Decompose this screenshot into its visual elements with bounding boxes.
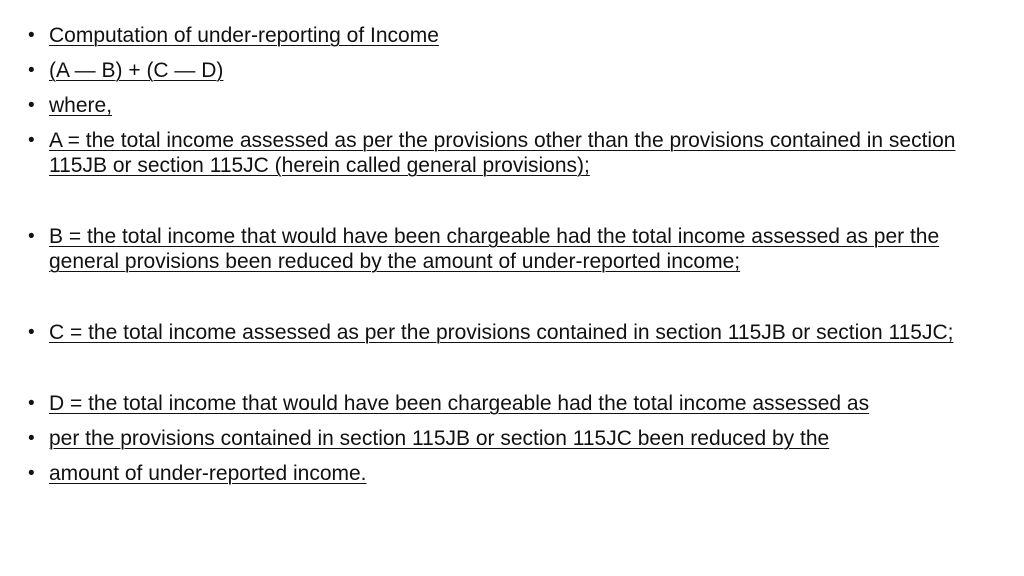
bullet-dot-icon: • xyxy=(28,25,35,46)
bullet-list xyxy=(28,23,988,496)
bullet-text: where, xyxy=(49,94,113,117)
bullet-text: D = the total income that would have been chargeable had the total income assessed as xyxy=(49,392,870,415)
bullet-item xyxy=(28,391,988,416)
bullet-item xyxy=(28,128,988,178)
bullet-dot-icon: • xyxy=(28,130,35,151)
bullet-dot-icon: • xyxy=(28,322,35,343)
bullet-item xyxy=(28,461,988,486)
bullet-text: per the provisions contained in section 115JB or section 115JC been reduced by the xyxy=(49,427,830,450)
bullet-text: amount of under-reported income. xyxy=(49,462,367,485)
bullet-item xyxy=(28,93,988,118)
bullet-text: C = the total income assessed as per the provisions contained in section 115JB or section 115JC; xyxy=(49,321,954,344)
bullet-dot-icon: • xyxy=(28,226,35,247)
bullet-item xyxy=(28,23,988,48)
bullet-item xyxy=(28,224,988,274)
bullet-text: A = the total income assessed as per the provisions other than the provisions contained in section 115JB or section 115JC (herein called general provisions); xyxy=(49,129,956,177)
bullet-dot-icon: • xyxy=(28,60,35,81)
bullet-dot-icon: • xyxy=(28,428,35,449)
bullet-item xyxy=(28,320,988,345)
bullet-dot-icon: • xyxy=(28,463,35,484)
bullet-item xyxy=(28,426,988,451)
bullet-dot-icon: • xyxy=(28,95,35,116)
bullet-text: Computation of under-reporting of Income xyxy=(49,24,439,47)
bullet-dot-icon: • xyxy=(28,393,35,414)
bullet-text: B = the total income that would have been chargeable had the total income assessed as per the general provisions been reduced by the amount of under-reported income; xyxy=(49,225,940,273)
bullet-text: (A — B) + (C — D) xyxy=(49,59,224,82)
bullet-item xyxy=(28,58,988,83)
